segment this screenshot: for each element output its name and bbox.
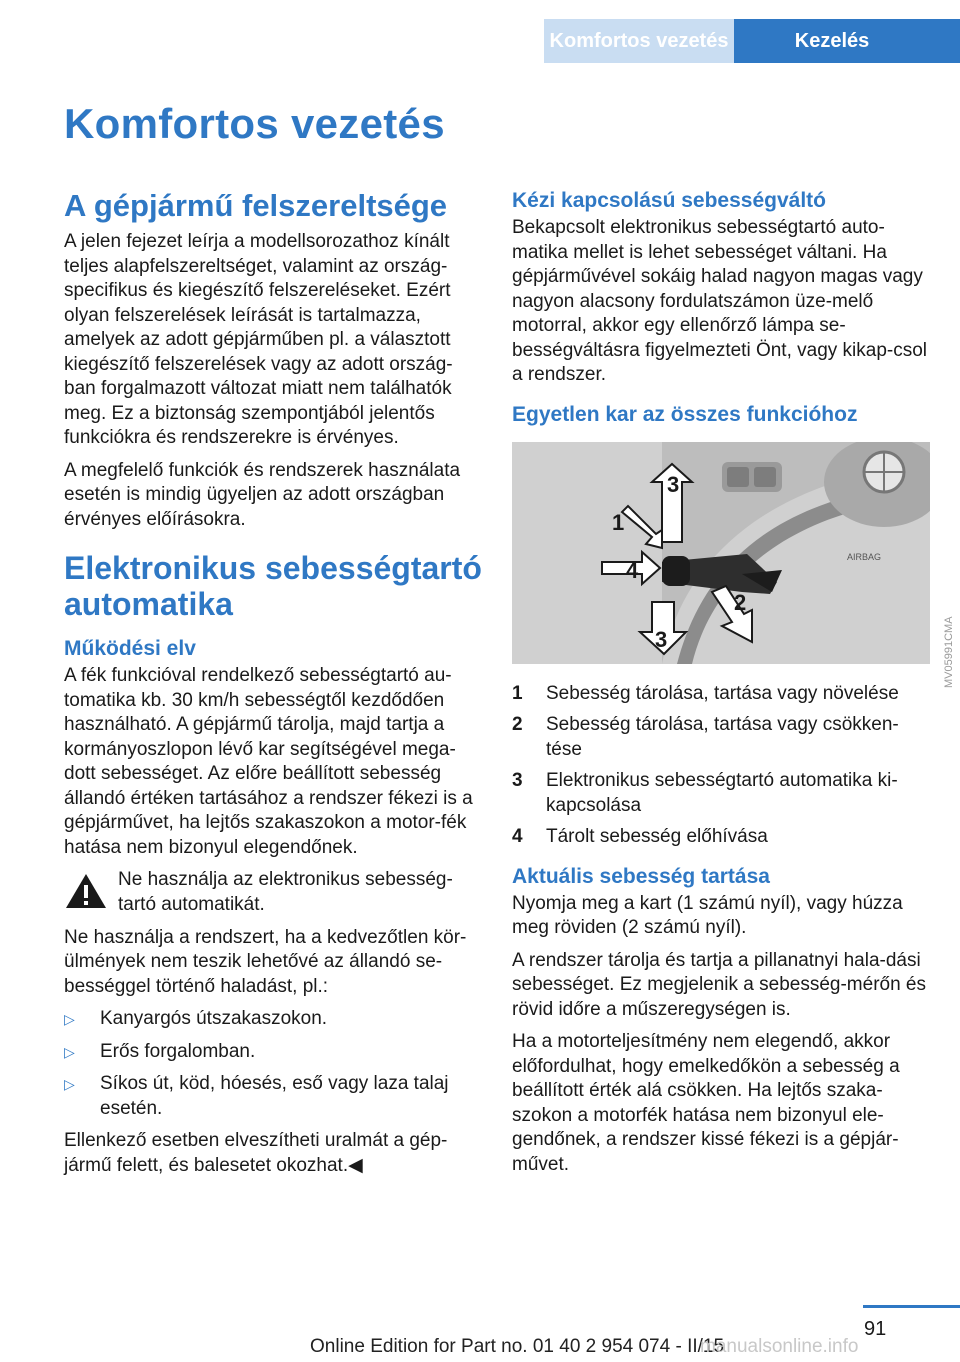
hold-speed-paragraph-1: Nyomja meg a kart (1 számú nyíl), vagy húzza meg röviden (2 számú nyíl). xyxy=(512,892,903,938)
section-tab[interactable]: Komfortos vezetés xyxy=(544,19,734,63)
lever-heading: Egyetlen kar az összes funkcióhoz xyxy=(512,402,858,426)
manual-gearbox-heading: Kézi kapcsolású sebességváltó xyxy=(512,189,826,212)
list-item: ▷ Kanyargós útszakaszokon. xyxy=(64,1007,484,1032)
list-item: 3 Elektronikus sebességtartó automatika ki-kapcsolása xyxy=(512,770,898,816)
list-item: ▷ Erős forgalomban. xyxy=(64,1040,484,1065)
warning-text: Ne használja az elektronikus sebesség-tartó automatikát. xyxy=(118,869,453,915)
right-column xyxy=(512,188,932,1185)
cruise-control-heading: Elektronikus sebességtartó automatika xyxy=(64,550,482,622)
warning-box xyxy=(64,868,484,918)
principle-heading: Működési elv xyxy=(64,637,196,660)
principle-paragraph: A fék funkcióval rendelkező sebességtartó au-tomatika kb. 30 km/h sebességtől kezdődően használható. A gépjármű tárolja, majd tartja a kormányoszlopon lévő kar segítségével mega-dott sebességet. Az előre beállított sebesség állandó értéken tartásához a rendszer fékezi is a gépjárművet, ha lejtős szakaszokon a motor-fék hatása nem bizonyul elegendőnek. xyxy=(64,665,473,858)
equipment-paragraph-1: A jelen fejezet leírja a modellsorozathoz kínált teljes alapfelszereltséget, valamint az ország-specifikus és kiegészítő felszereléseket. Ezért olyan felszerelések leírását is tartalmazza, amelyek az adott gépjárműben pl. a választott kiegészítő felszerelések vagy az adott ország-ban forgalmazott változat miatt nem találhatók meg. Ez a biztonság szempontjából jelentős funkciókra és rendszerekre is érvényes. xyxy=(64,231,453,448)
chapter-tab[interactable]: Kezelés xyxy=(734,19,960,63)
figure-label-4: 4 xyxy=(626,557,639,583)
legend-list xyxy=(512,682,932,850)
figure-label-2: 2 xyxy=(734,589,747,615)
manual-gearbox-paragraph: Bekapcsolt elektronikus sebességtartó auto-matika mellet is lehet sebességet váltani. Ha gépjárművével sokáig halad nagyon magas vagy nagyon alacsony fordulatszámon üze-melő motorral, akkor egy ellenőrző lámpa se-bességváltásra figyelmezteti Önt, vagy kikap-csol a rendszer. xyxy=(512,217,928,385)
footer-edition: Online Edition for Part no. 01 40 2 954 074 - II/15 xyxy=(310,1336,725,1357)
list-item: 1 Sebesség tárolása, tartása vagy növelése xyxy=(512,682,899,704)
hold-speed-heading: Aktuális sebesség tartása xyxy=(512,864,770,888)
page-number: 91 xyxy=(864,1318,887,1340)
header-tabs xyxy=(544,19,960,63)
footer-rule xyxy=(863,1305,960,1308)
left-column xyxy=(64,188,484,1186)
hold-speed-paragraph-3: Ha a motorteljesítmény nem elegendő, akkor előfordulhat, hogy emelkedőkön a sebesség a beállított érték alá csökken. Ha lejtős szaka-szokon a motorfék hatása nem bizonyul ele-gendőnek, a rendszer kissé fékezi is a gépjár-művet. xyxy=(512,1031,900,1175)
svg-text:MV05991CMA: MV05991CMA xyxy=(943,616,955,688)
list-item: 2 Sebesség tárolása, tartása vagy csökken-tése xyxy=(512,714,899,760)
hold-speed-paragraph-2: A rendszer tárolja és tartja a pillanatnyi hala-dási sebességet. Ez megjelenik a sebesség-mérőn és rövid időre a műszeregységen is. xyxy=(512,949,927,1020)
airbag-label: AIRBAG xyxy=(847,551,882,562)
figure-label-1: 1 xyxy=(612,509,625,535)
conditions-list xyxy=(64,1007,484,1121)
equipment-paragraph-2: A megfelelő funkciók és rendszerek használata esetén is mindig ügyeljen az adott országban érvényes előírásokra. xyxy=(64,459,461,530)
figure-label-3-bottom: 3 xyxy=(655,626,668,652)
triangle-bullet-icon: ▷ xyxy=(64,1043,75,1060)
steering-wheel-illustration xyxy=(512,442,930,664)
lever-figure xyxy=(512,442,930,664)
list-item: 4 Tárolt sebesség előhívása xyxy=(512,826,768,847)
triangle-bullet-icon: ▷ xyxy=(64,1076,75,1092)
warning-triangle-icon xyxy=(64,868,108,918)
triangle-bullet-icon: ▷ xyxy=(64,1011,75,1027)
page-title: Komfortos vezetés xyxy=(64,100,445,147)
closing-paragraph: Ellenkező esetben elveszítheti uralmát a gép-jármű felett, és balesetet okozhat.◀ xyxy=(64,1130,448,1176)
list-item: ▷ Síkos út, köd, hóesés, eső vagy laza talaj esetén. xyxy=(64,1072,484,1121)
watermark: manualsonline.info xyxy=(700,1336,859,1357)
equipment-heading: A gépjármű felszereltsége xyxy=(64,188,448,223)
figure-label-3-top: 3 xyxy=(667,471,680,497)
figure-code xyxy=(938,600,958,690)
warning-paragraph: Ne használja a rendszert, ha a kedvezőtlen kör-ülmények nem teszik lehetővé az állandó se-bességgel történő haladást, pl.: xyxy=(64,926,467,997)
